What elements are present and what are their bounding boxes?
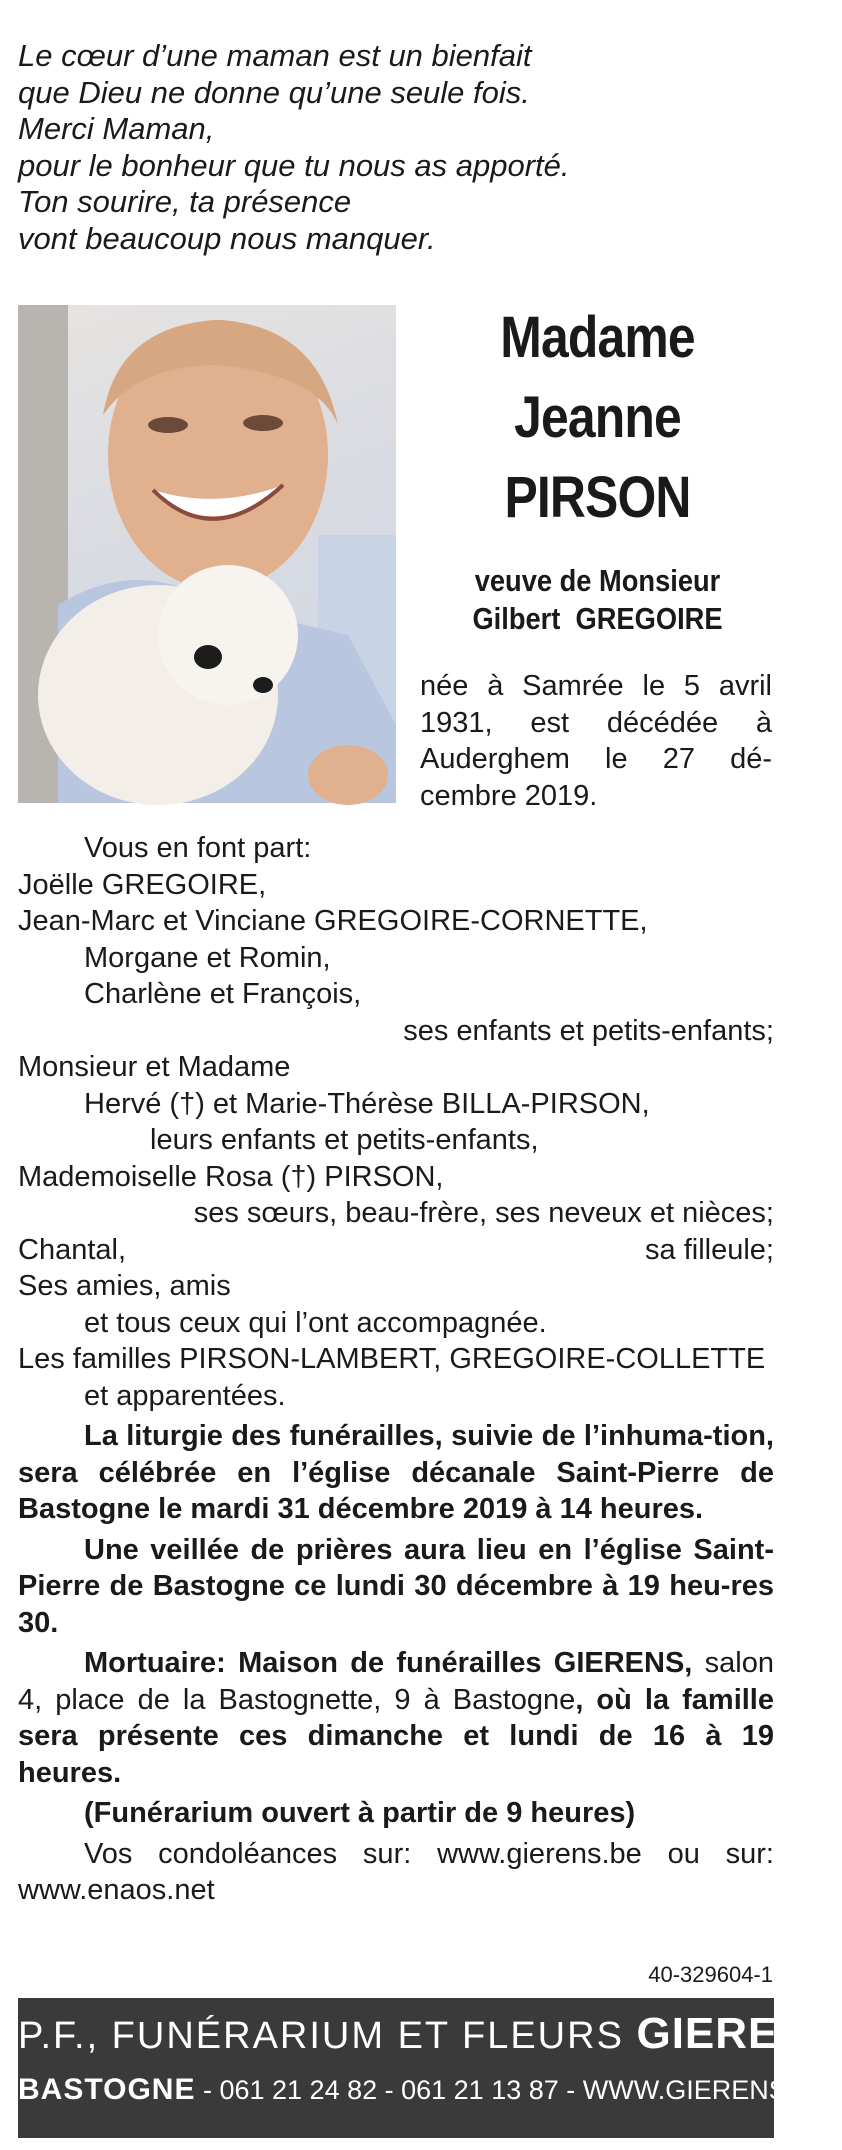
vigil-info: Une veillée de prières aura lieu en l’église Saint-Pierre de Bastogne ce lundi 30 décembre à 19 heu-res 30. — [18, 1533, 774, 1639]
banner-city: BASTOGNE — [18, 2073, 196, 2106]
mortuary-info — [18, 1645, 774, 1791]
family-relation: ses sœurs, beau-frère, ses neveux et nièces; — [193, 1197, 774, 1229]
banner-title — [18, 2008, 842, 2062]
godchild-name: Chantal, — [18, 1233, 127, 1266]
widow-line: veuve de Monsieur — [474, 563, 721, 598]
banner-contact — [18, 2070, 831, 2110]
opening-hours: (Funérarium ouvert à partir de 9 heures) — [84, 1797, 636, 1829]
poem — [18, 38, 758, 257]
family-line: Mademoiselle Rosa (†) PIRSON, — [18, 1160, 444, 1193]
poem-line: que Dieu ne donne qu’une seule fois. — [18, 74, 530, 110]
poem-line: vont beaucoup nous manquer. — [18, 220, 436, 256]
family-line: leurs enfants et petits-enfants, — [150, 1124, 539, 1156]
family-line: Ses amies, amis — [18, 1270, 231, 1302]
family-relation: sa filleule; — [645, 1233, 774, 1266]
poem-line: Merci Maman, — [18, 111, 215, 146]
widow-of — [441, 562, 753, 638]
family-relation: ses enfants et petits-enfants; — [403, 1014, 774, 1047]
born-line: Auderghem le 27 dé- — [420, 743, 772, 775]
name-last: PIRSON — [504, 465, 691, 530]
family-line: Monsieur et Madame — [18, 1051, 291, 1083]
mortuary-name: Mortuaire: Maison de funérailles GIERENS, — [84, 1647, 693, 1679]
condolences-info: Vos condoléances sur: www.gierens.be ou sur: www.enaos.net — [18, 1837, 774, 1906]
family-line: Morgane et Romin, — [84, 941, 331, 974]
family-line: Jean-Marc et Vinciane GREGOIRE-CORNETTE, — [18, 905, 648, 937]
poem-line: Ton sourire, ta présence — [18, 184, 352, 219]
family-line: et apparentées. — [84, 1379, 286, 1412]
portrait-photo — [18, 305, 396, 803]
family-line: Charlène et François, — [84, 978, 362, 1010]
family-line: et tous ceux qui l’ont accompagnée. — [84, 1306, 547, 1339]
name-title: Madame — [500, 305, 695, 370]
deceased-name — [445, 298, 750, 538]
funeral-home-banner — [18, 1998, 842, 2138]
widow-spouse: Gilbert GREGOIRE — [472, 601, 723, 636]
mortuary-visiting: , où la famille sera présente ces dimanche et lundi de 16 à 19 heures. — [18, 1683, 774, 1789]
banner-phone-web: - 061 21 24 82 - 061 21 13 87 - WWW.GIERENS.BE — [195, 2075, 831, 2105]
family-line: Joëlle GREGOIRE, — [18, 868, 267, 901]
birth-death-info — [420, 668, 772, 814]
poem-line: pour le bonheur que tu nous as apporté. — [18, 147, 570, 183]
name-first: Jeanne — [514, 385, 681, 450]
family-line — [18, 1232, 774, 1269]
family-line: Hervé (†) et Marie-Thérèse BILLA-PIRSON, — [84, 1087, 650, 1120]
intro-line: Vous en font part: — [84, 832, 312, 864]
mortuary-address: salon 4, place de la Bastognette, 9 à Bastogne — [18, 1647, 775, 1716]
born-line: cembre 2019. — [420, 779, 598, 812]
liturgy-info: La liturgie des funérailles, suivie de l’inhuma-tion, sera célébrée en l’église décanale Saint-Pierre de Bastogne le mardi 31 décembre 2019 à 14 heures. — [18, 1420, 774, 1525]
banner-prefix: P.F., FUNÉRARIUM ET FLEURS — [18, 2015, 637, 2057]
poem-line: Le cœur d’une maman est un bienfait — [18, 38, 532, 73]
born-line: née à Samrée le 5 avril — [420, 670, 772, 702]
born-line: 1931, est décédée à — [420, 706, 772, 739]
banner-brand: GIERENS — [636, 2009, 842, 2058]
announcement-body — [18, 830, 774, 1909]
family-line: Les familles PIRSON-LAMBERT, GREGOIRE-COLLETTE — [18, 1343, 766, 1375]
reference-number: 40-329604-1 — [648, 1962, 773, 1987]
